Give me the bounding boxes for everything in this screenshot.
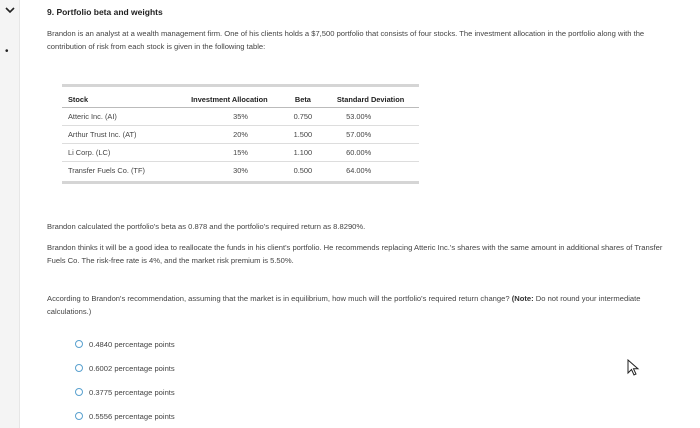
cell-allocation: 15%	[173, 144, 284, 162]
answer-option-2[interactable]	[75, 362, 175, 374]
answer-option-1[interactable]	[75, 338, 175, 350]
option-label: 0.3775 percentage points	[89, 387, 175, 397]
question-intro: Brandon is an analyst at a wealth management firm. One of his clients holds a $7,500 portfolio that consists of four stocks. The investment allocation in the portfolio along with the contribution of risk from each stock is given in the following table:	[47, 29, 645, 51]
table-row	[62, 108, 419, 126]
cell-std-dev: 64.00%	[346, 166, 372, 175]
cell-stock: Atteric Inc. (AI)	[62, 108, 173, 126]
header-stock: Stock	[62, 87, 173, 108]
cell-stock: Transfer Fuels Co. (TF)	[68, 166, 145, 175]
header-beta: Beta	[284, 87, 320, 108]
prompt-paragraph	[47, 292, 672, 318]
answer-option-4[interactable]	[75, 410, 175, 422]
cell-std-dev: 57.00%	[320, 126, 419, 144]
prompt-text: According to Brandon's recommendation, assuming that the market is in equilibrium, how much will the portfolio's required return change?	[47, 294, 510, 303]
option-label: 0.6002 percentage points	[89, 363, 175, 373]
header-allocation: Investment Allocation	[173, 87, 284, 108]
cell-beta: 0.500	[293, 166, 313, 175]
option-label: 0.4840 percentage points	[89, 339, 175, 349]
cell-allocation: 35%	[173, 108, 284, 126]
radio-icon[interactable]	[75, 364, 83, 372]
question-title: 9. Portfolio beta and weights	[47, 7, 163, 17]
header-std-dev: Standard Deviation	[320, 87, 419, 108]
cell-beta: 1.500	[284, 126, 320, 144]
cell-allocation: 30%	[233, 166, 248, 175]
calc-paragraph: Brandon calculated the portfolio's beta as 0.878 and the portfolio's required return as 8.8290%.	[47, 222, 366, 231]
reallocate-paragraph: Brandon thinks it will be a good idea to reallocate the funds in his client's portfolio. He recommends replacing Atteric Inc.'s shares with the same amount in additional shares of Transfer Fuels Co. The risk-free rate is 4%, and the market risk premium is 5.50%.	[47, 243, 663, 265]
left-rail	[0, 0, 20, 428]
radio-icon[interactable]	[75, 340, 83, 348]
table-bottom-bar	[62, 181, 419, 184]
cell-std-dev: 60.00%	[320, 144, 419, 162]
table-header-row	[62, 87, 419, 108]
cell-beta: 1.100	[284, 144, 320, 162]
cell-stock: Li Corp. (LC)	[62, 144, 173, 162]
cell-std-dev: 53.00%	[320, 108, 419, 126]
mouse-cursor-icon	[627, 359, 641, 377]
table-row	[62, 126, 419, 144]
table-row	[62, 144, 419, 162]
allocation-table	[62, 84, 419, 184]
rail-marker: •	[5, 46, 9, 57]
cell-beta: 0.750	[284, 108, 320, 126]
cell-stock: Arthur Trust Inc. (AT)	[62, 126, 173, 144]
cell-allocation: 20%	[173, 126, 284, 144]
chevron-down-icon[interactable]	[4, 4, 16, 16]
option-label: 0.5556 percentage points	[89, 411, 175, 421]
radio-icon[interactable]	[75, 412, 83, 420]
radio-icon[interactable]	[75, 388, 83, 396]
table-row	[62, 162, 419, 180]
answer-option-3[interactable]	[75, 386, 175, 398]
note-label: (Note:	[511, 294, 534, 303]
note-text: Do not round your intermediate calculations.)	[47, 294, 641, 316]
